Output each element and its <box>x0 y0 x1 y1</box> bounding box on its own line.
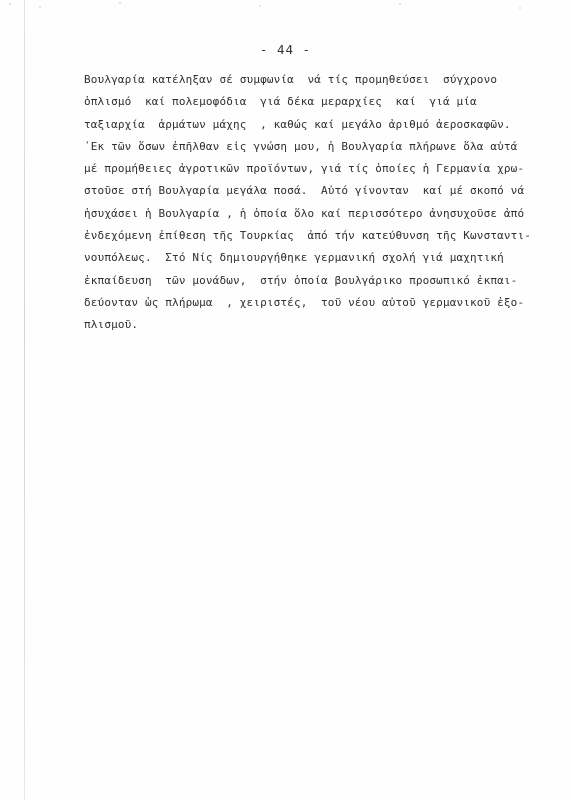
body-paragraph <box>84 69 544 337</box>
text-line: ἐνδεχόμενη ἐπίθεση τῆς Τουρκίας ἀπό τήν κατεύθυνση τῆς Κωνσταντι- <box>84 229 531 243</box>
text-line: δεύονταν ὡς πλήρωμα , χειριστές, τοῦ νέου αὐτοῦ γερμανικοῦ ἐξο- <box>84 295 525 309</box>
page-number: - 44 - <box>259 42 312 57</box>
text-line: πλισμοῦ. <box>84 318 139 332</box>
text-line: νουπόλεως. Στό Νίς δημιουργήθηκε γερμανική σχολή γιά μαχητική <box>84 251 504 265</box>
text-line: ὁπλισμό καί πολεμοφόδια γιά δέκα μεραρχίες καί γιά μία <box>84 95 477 109</box>
text-line: ἐκπαίδευση τῶν μονάδων, στήν ὁποία βουλγάρικο προσωπικό ἐκπαι- <box>84 273 518 287</box>
scan-speckles <box>0 0 571 14</box>
text-line: ἡσυχάσει ἡ Βουλγαρία , ἡ ὁποία ὅλο καί περισσότερο ἀνησυχοῦσε ἀπό <box>84 206 525 220</box>
text-line: στοῦσε στή Βουλγαρία μεγάλα ποσά. Αὐτό γίνονταν καί μέ σκοπό νά <box>84 184 525 198</box>
text-line: μέ προμήθειες ἀγροτικῶν προϊόντων, γιά τίς ὁποίες ἡ Γερμανία χρω- <box>84 162 525 176</box>
text-line: ταξιαρχία ἁρμάτων μάχης , καθώς καί μεγάλο ἀριθμό ἀεροσκαφῶν. <box>84 117 511 131</box>
text-line: Βουλγαρία κατέληξαν σέ συμφωνία νά τίς προμηθεύσει σύγχρονο <box>84 73 498 86</box>
scan-edge-line <box>24 0 25 800</box>
text-line: ᾿Εκ τῶν ὅσων ἐπῆλθαν εἰς γνώση μου, ἡ Βουλγαρία πλήρωνε ὅλα αὐτά <box>84 139 518 153</box>
